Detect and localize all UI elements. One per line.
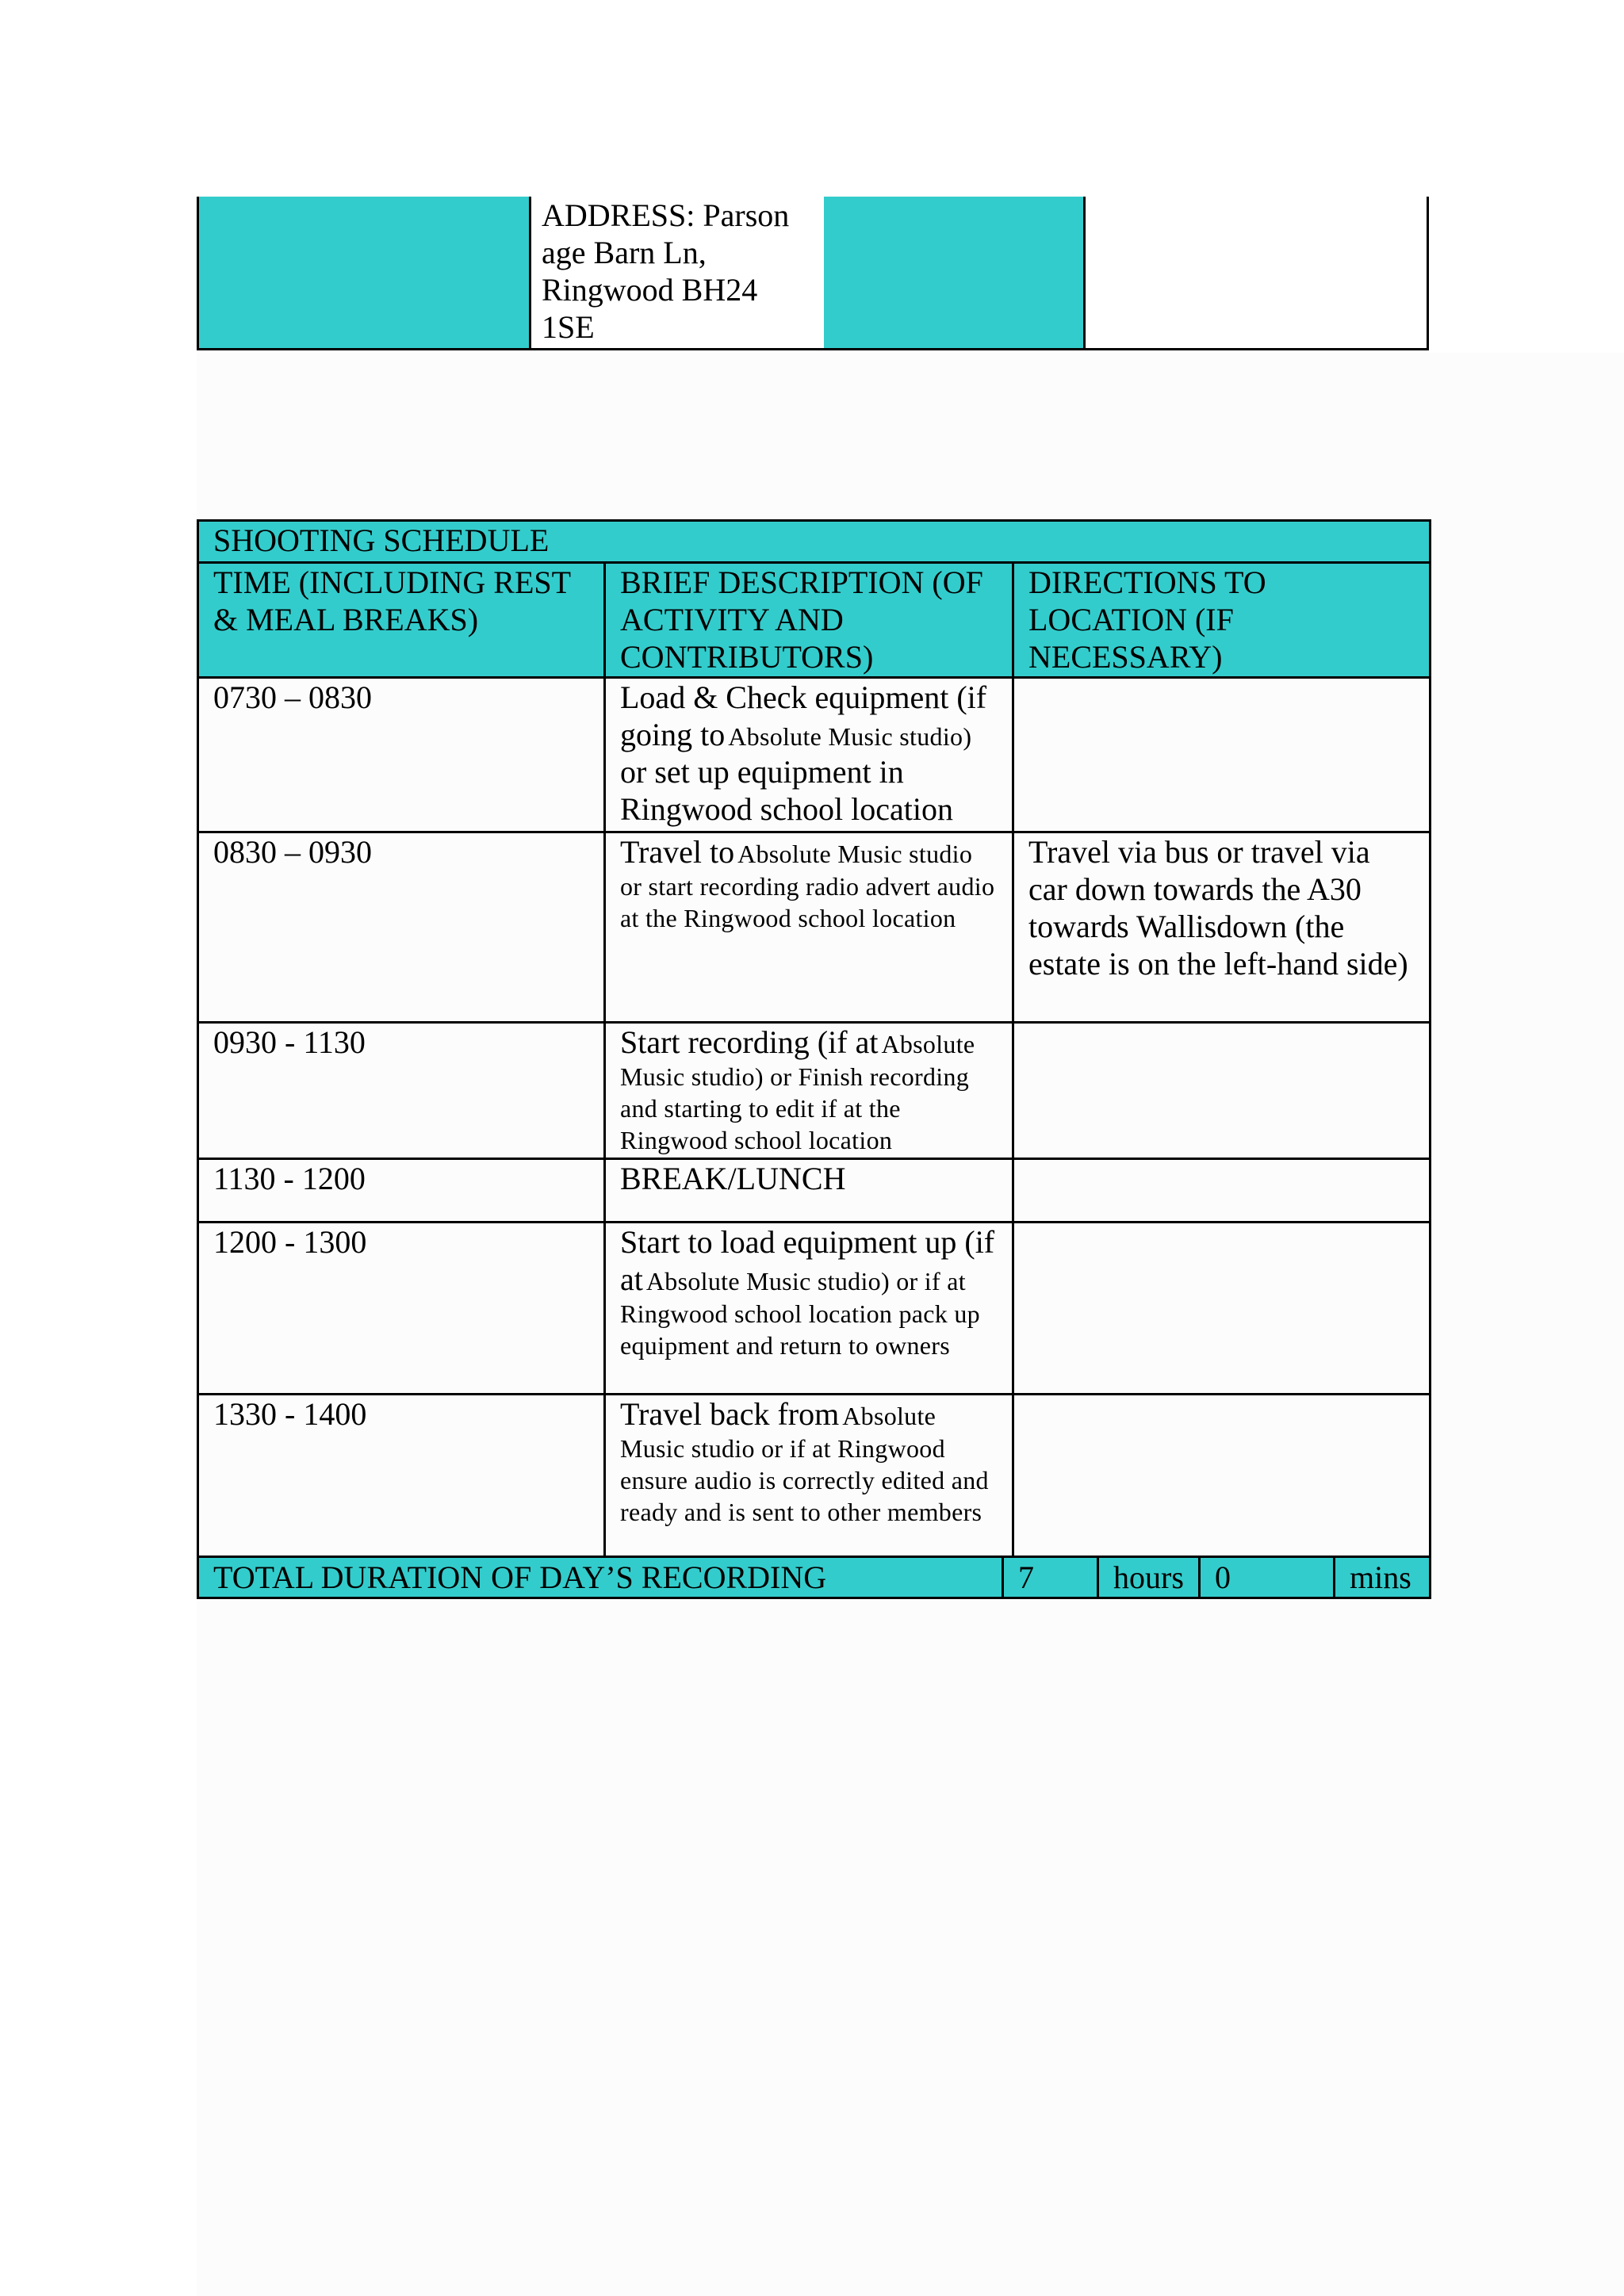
description-detail: Absolute Music studio or start recording radio advert audio at the Ringwood school location bbox=[620, 840, 995, 932]
time-cell: 0930 - 1130 bbox=[198, 1023, 605, 1159]
table-row bbox=[198, 832, 1431, 1023]
description-text: BREAK/LUNCH bbox=[620, 1161, 846, 1196]
description-text-continued: or set up equipment in Ringwood school location bbox=[620, 754, 953, 827]
description-cell bbox=[605, 1159, 1013, 1223]
header-time: TIME (INCLUDING REST & MEAL BREAKS) bbox=[198, 563, 605, 678]
description-detail: Absolute Music studio) bbox=[728, 722, 972, 751]
description-cell bbox=[605, 1223, 1013, 1395]
description-cell bbox=[605, 1395, 1013, 1561]
description-text: Travel back from bbox=[620, 1396, 840, 1432]
address-cell bbox=[529, 197, 826, 350]
table-row bbox=[198, 1223, 1431, 1395]
address-empty-cell bbox=[1083, 197, 1429, 350]
description-detail: Absolute Music studio or if at Ringwood ensure audio is correctly edited and ready and is sent to other members bbox=[620, 1402, 989, 1526]
total-hours-value: 7 bbox=[1003, 1557, 1098, 1598]
table-row bbox=[198, 1159, 1431, 1223]
description-cell bbox=[605, 832, 1013, 1023]
address-table bbox=[197, 197, 1429, 352]
table-row bbox=[198, 1395, 1431, 1561]
total-duration-table bbox=[197, 1556, 1431, 1599]
schedule-title: SHOOTING SCHEDULE bbox=[198, 521, 1431, 563]
description-cell bbox=[605, 678, 1013, 832]
total-hours-label: hours bbox=[1098, 1557, 1200, 1598]
time-cell: 1330 - 1400 bbox=[198, 1395, 605, 1561]
time-cell: 0730 – 0830 bbox=[198, 678, 605, 832]
description-text: Travel to bbox=[620, 834, 735, 870]
shooting-schedule-table bbox=[197, 519, 1431, 1562]
address-label-cell bbox=[197, 197, 531, 350]
time-cell: 0830 – 0930 bbox=[198, 832, 605, 1023]
table-row bbox=[198, 1023, 1431, 1159]
directions-cell bbox=[1013, 678, 1431, 832]
description-text: Load & Check equipment (if going to bbox=[620, 679, 987, 752]
directions-cell: Travel via bus or travel via car down towards the A30 towards Wallisdown (the estate is on the left-hand side) bbox=[1013, 832, 1431, 1023]
directions-cell bbox=[1013, 1159, 1431, 1223]
total-mins-value: 0 bbox=[1200, 1557, 1335, 1598]
header-description: BRIEF DESCRIPTION (OF ACTIVITY AND CONTRIBUTORS) bbox=[605, 563, 1013, 678]
time-cell: 1200 - 1300 bbox=[198, 1223, 605, 1395]
table-row bbox=[198, 678, 1431, 832]
directions-cell bbox=[1013, 1223, 1431, 1395]
description-detail: Absolute Music studio) or Finish recording and starting to edit if at the Ringwood school location bbox=[620, 1030, 975, 1154]
time-cell: 1130 - 1200 bbox=[198, 1159, 605, 1223]
description-text: Start to load equipment up (if at bbox=[620, 1224, 995, 1297]
directions-cell bbox=[1013, 1023, 1431, 1159]
total-mins-label: mins bbox=[1335, 1557, 1431, 1598]
total-duration-label: TOTAL DURATION OF DAY’S RECORDING bbox=[198, 1557, 1003, 1598]
header-directions: DIRECTIONS TO LOCATION (IF NECESSARY) bbox=[1013, 563, 1431, 678]
directions-cell bbox=[1013, 1395, 1431, 1561]
description-detail: Absolute Music studio) or if at Ringwood school location pack up equipment and return to owners bbox=[620, 1267, 980, 1360]
description-cell bbox=[605, 1023, 1013, 1159]
address-text: ADDRESS: Parson age Barn Ln, Ringwood BH24 1SE bbox=[542, 197, 790, 345]
address-filled-cell bbox=[824, 197, 1086, 350]
description-text: Start recording (if at bbox=[620, 1024, 879, 1060]
